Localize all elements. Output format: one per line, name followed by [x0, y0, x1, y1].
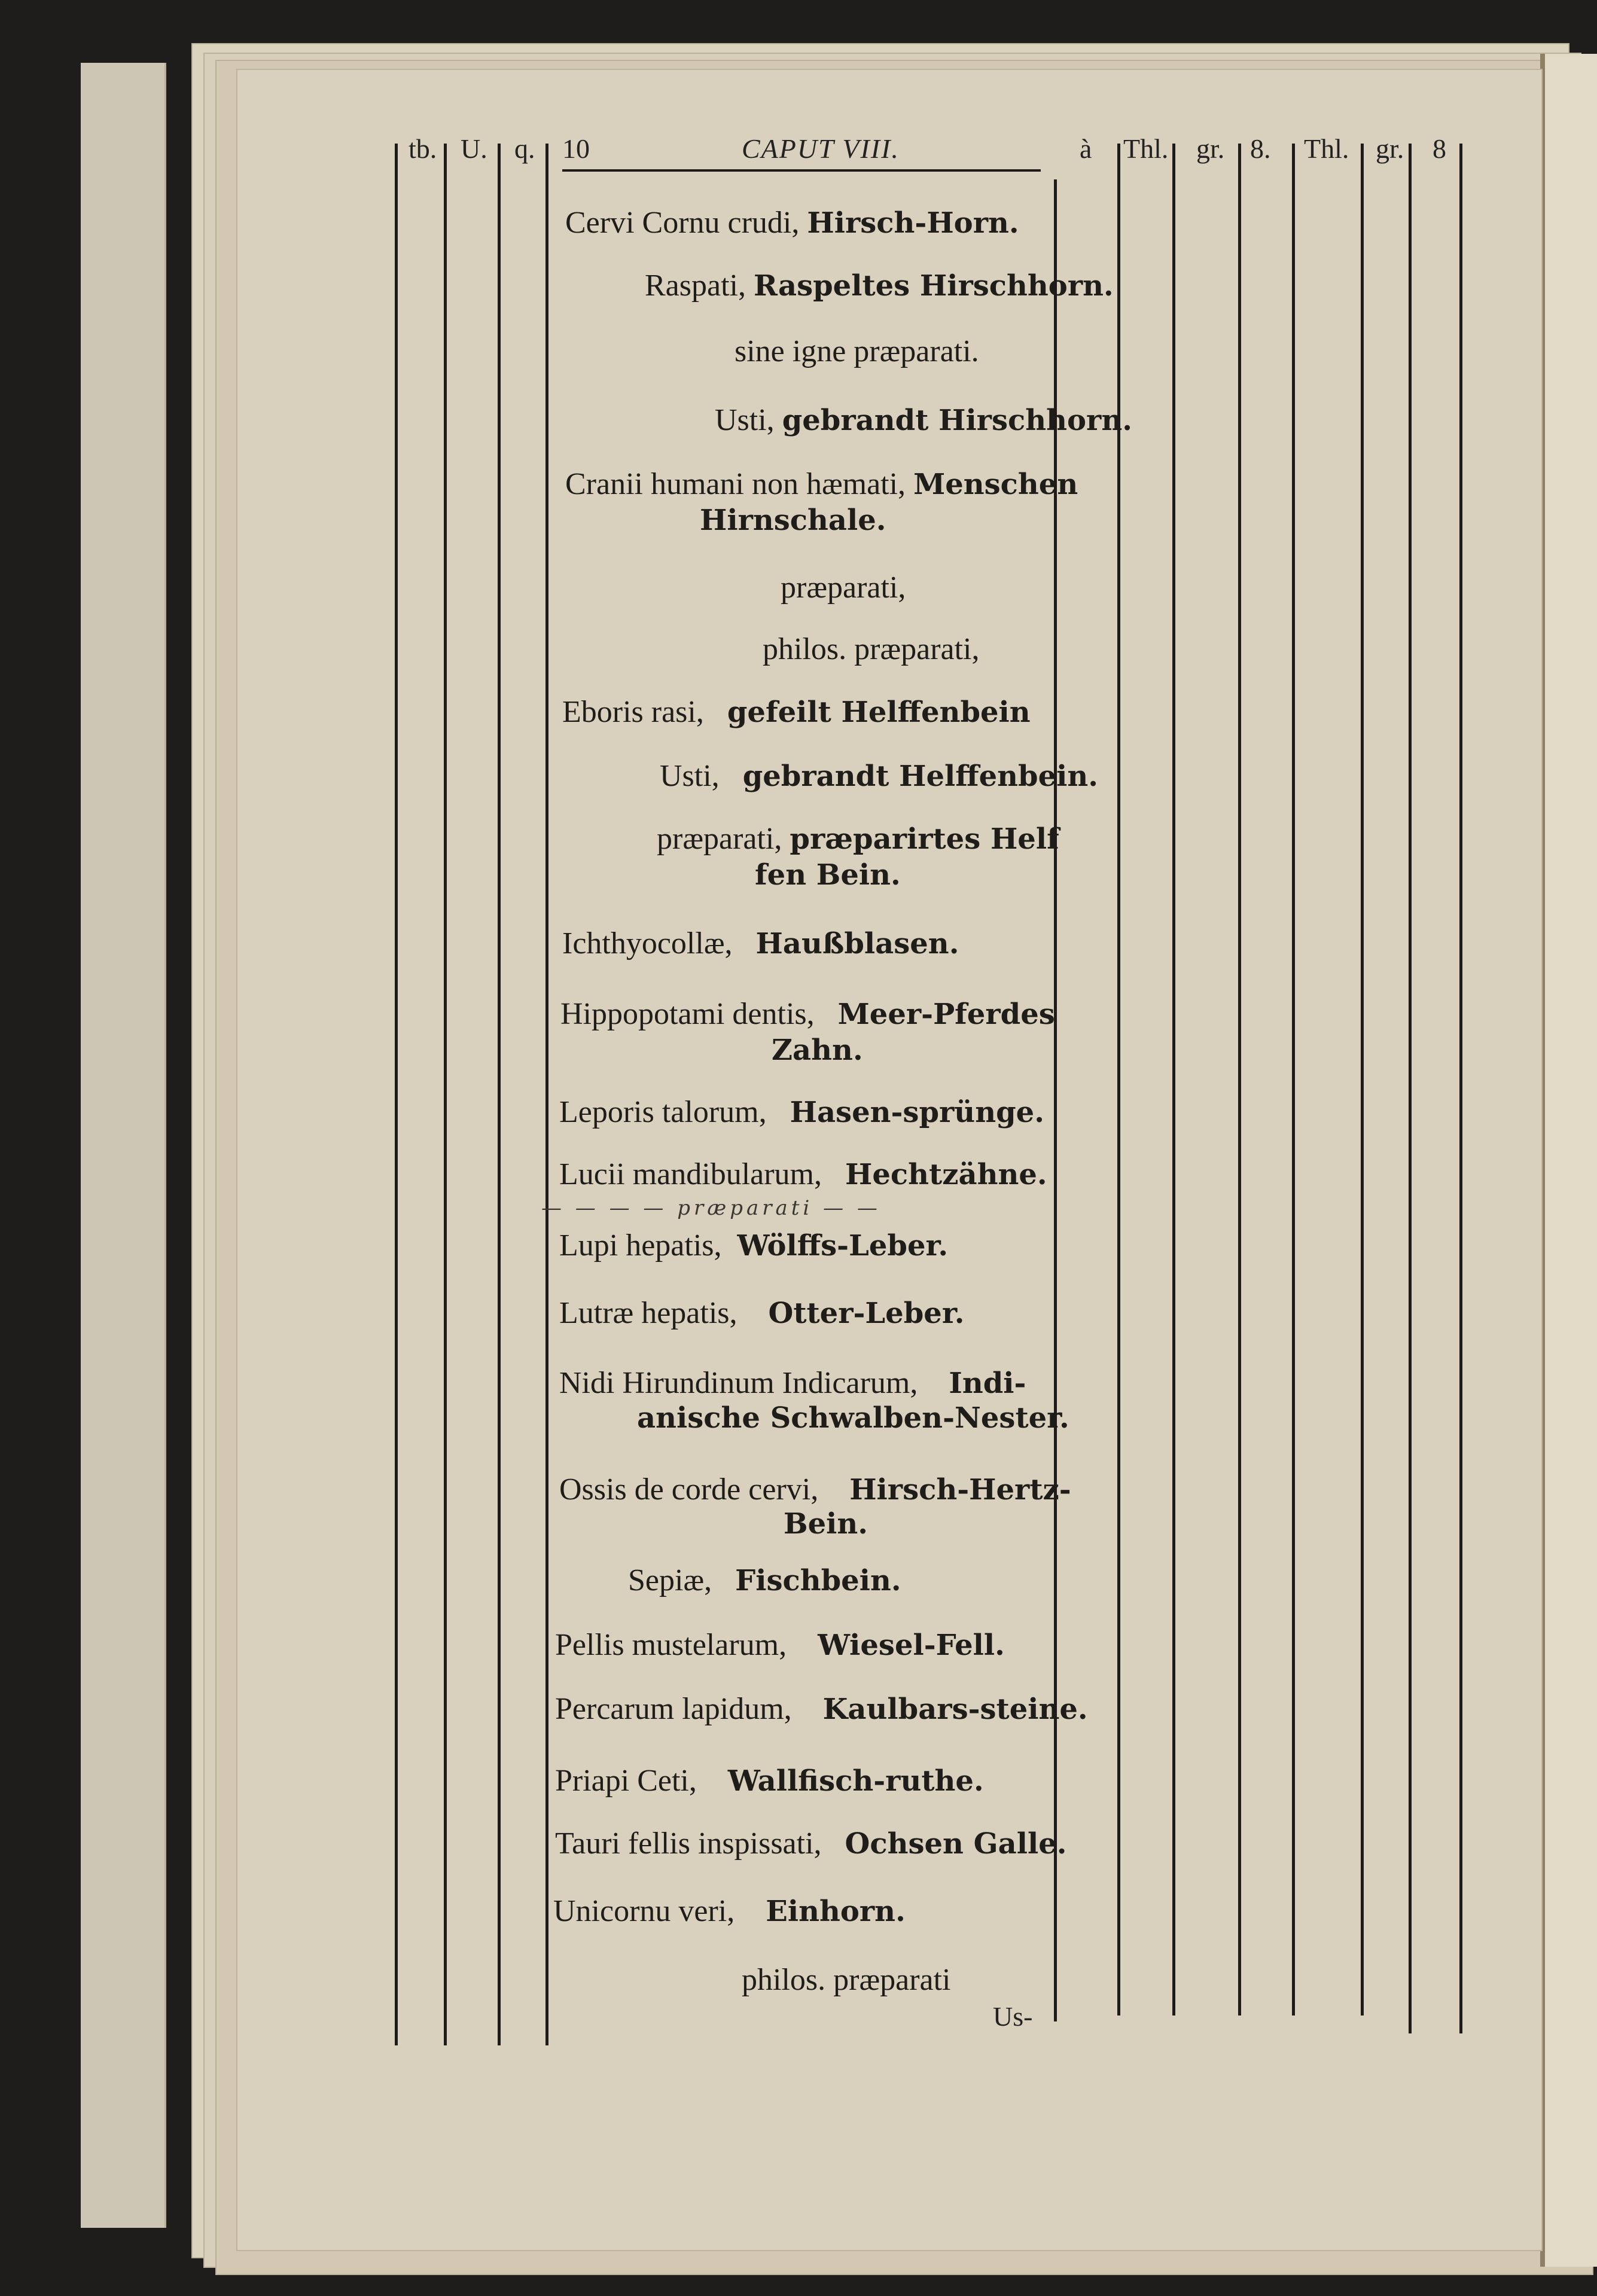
column-rule: [1292, 144, 1295, 2016]
entry-row: [735, 335, 979, 368]
header-groschen-2: gr.: [1376, 133, 1404, 164]
header-quentin-column: q.: [514, 133, 535, 164]
book-cover-edge: [81, 63, 166, 2228]
entry-german: Meer-Pferdes: [837, 998, 1055, 1031]
page-number: 10: [562, 133, 590, 164]
entry-latin: Tauri fellis inspissati,: [555, 1827, 822, 1861]
entry-latin: præparati,: [781, 571, 906, 605]
entry-german: Kaulbars-steine.: [822, 1693, 1088, 1726]
column-rule: [498, 144, 501, 2045]
header-ounce-column: U.: [461, 133, 487, 164]
entry-latin: Raspati,: [645, 269, 746, 303]
entry-latin: philos. præparati,: [763, 632, 980, 666]
entry-row: [562, 696, 1031, 729]
entry-latin: Usti,: [715, 403, 775, 437]
entry-german: Einhorn.: [766, 1895, 906, 1928]
entry-row: [559, 1473, 1071, 1507]
entry-row: [559, 1158, 1047, 1191]
entry-latin: Hippopotami dentis,: [560, 997, 815, 1031]
entry-row: [565, 206, 1019, 240]
entry-latin: Cervi Cornu crudi,: [565, 206, 800, 240]
column-rule: [395, 144, 398, 2045]
header-groschen-1: gr.: [1196, 133, 1225, 164]
entry-latin: Lutræ hepatis,: [559, 1296, 737, 1330]
header-thaler-1: Thl.: [1123, 133, 1169, 164]
entry-row: [715, 404, 1132, 437]
entry-row: [645, 269, 1114, 303]
entry-latin: Cranii humani non hæmati,: [565, 467, 906, 501]
entry-latin: Eboris rasi,: [562, 695, 704, 729]
entry-row: [559, 1229, 948, 1263]
entry-latin: sine igne præparati.: [735, 334, 979, 368]
column-rule: [1361, 144, 1364, 2016]
entry-row: [555, 1827, 1066, 1861]
entry-latin: Nidi Hirundinum Indicarum,: [559, 1366, 918, 1400]
facing-page-edge: [1540, 54, 1597, 2267]
entry-german: Haußblasen.: [755, 927, 959, 961]
entry-row: [565, 468, 1078, 501]
entry-row: [628, 1564, 901, 1597]
column-rule: [444, 144, 447, 2045]
catchword: Us-: [993, 2001, 1033, 2032]
column-rule: [1409, 144, 1412, 2033]
entry-german: præparirtes Helf: [790, 822, 1059, 856]
entry-row: [562, 927, 959, 961]
entry-german: Hasen-sprünge.: [790, 1096, 1044, 1129]
entry-latin: præparati,: [657, 822, 782, 856]
entry-row: [555, 1764, 984, 1798]
entry-row: [559, 1297, 964, 1330]
column-rule: [545, 144, 548, 2045]
entry-row: [763, 633, 980, 666]
entry-german: Ochsen Galle.: [845, 1827, 1067, 1861]
entry-latin: philos. præparati: [742, 1963, 951, 1997]
entry-latin: Usti,: [660, 759, 720, 793]
entry-german: Fischbein.: [735, 1564, 901, 1597]
entry-german: Otter-Leber.: [768, 1297, 965, 1330]
entry-german: Wiesel-Fell.: [818, 1629, 1005, 1662]
entry-latin: Lucii mandibularum,: [559, 1157, 822, 1191]
entry-german: Hechtzähne.: [845, 1158, 1047, 1191]
entry-german: Indi-: [949, 1367, 1026, 1400]
entry-latin: Sepiæ,: [628, 1563, 712, 1597]
entry-latin: Ossis de corde cervi,: [559, 1472, 819, 1507]
entry-latin: Priapi Ceti,: [555, 1764, 697, 1798]
column-rule: [1238, 144, 1241, 2016]
entry-row: [657, 822, 1059, 856]
header-thaler-2: Thl.: [1304, 133, 1349, 164]
entry-row: [559, 1096, 1044, 1129]
entry-continuation: Zahn.: [772, 1033, 863, 1067]
entry-continuation: anische Schwalben-Nester.: [637, 1401, 1069, 1435]
entry-latin: Lupi hepatis,: [559, 1228, 722, 1263]
handwritten-annotation: — — — — præparati — —: [541, 1196, 881, 1220]
entry-german: Wölffs-Leber.: [737, 1229, 949, 1263]
header-rule: [562, 169, 1041, 172]
entry-row: [559, 1367, 1026, 1400]
entry-german: Wallfisch-ruthe.: [727, 1764, 984, 1798]
entry-latin: Unicornu veri,: [553, 1894, 735, 1928]
column-rule: [1172, 144, 1175, 2016]
entry-german: Hirsch-Horn.: [807, 206, 1019, 240]
entry-german: gebrandt Hirschhorn.: [782, 404, 1132, 437]
entry-row: [553, 1895, 906, 1928]
entry-row: [555, 1629, 1005, 1662]
entry-row: [555, 1693, 1088, 1726]
entry-row: [742, 1963, 951, 1997]
entry-latin: Percarum lapidum,: [555, 1692, 792, 1726]
entry-row: [660, 760, 1098, 793]
entry-continuation: fen Bein.: [755, 858, 901, 892]
column-rule: [1459, 144, 1462, 2033]
entry-german: gebrandt Helffenbein.: [742, 760, 1098, 793]
entry-row: [560, 998, 1055, 1031]
entry-latin: Pellis mustelarum,: [555, 1628, 787, 1662]
header-price-a: à: [1080, 133, 1092, 164]
header-pound-column: tb.: [409, 133, 437, 164]
entry-german: Hirsch-Hertz-: [849, 1473, 1071, 1507]
entry-continuation: Hirnschale.: [700, 504, 886, 537]
entry-row: [781, 571, 906, 605]
entry-continuation: Bein.: [784, 1507, 868, 1541]
entry-german: gefeilt Helffenbein: [727, 696, 1031, 729]
column-rule: [1054, 179, 1057, 2021]
entry-german: Menschen: [913, 468, 1078, 501]
header-pfennig-1: 8.: [1250, 133, 1271, 164]
entry-latin: Leporis talorum,: [559, 1095, 767, 1129]
entry-german: Raspeltes Hirschhorn.: [753, 269, 1114, 303]
handwritten-note: præparati: [677, 1196, 813, 1220]
entry-latin: Ichthyocollæ,: [562, 926, 733, 961]
header-pfennig-2: 8: [1433, 133, 1446, 164]
chapter-heading: CAPUT VIII.: [742, 133, 900, 164]
